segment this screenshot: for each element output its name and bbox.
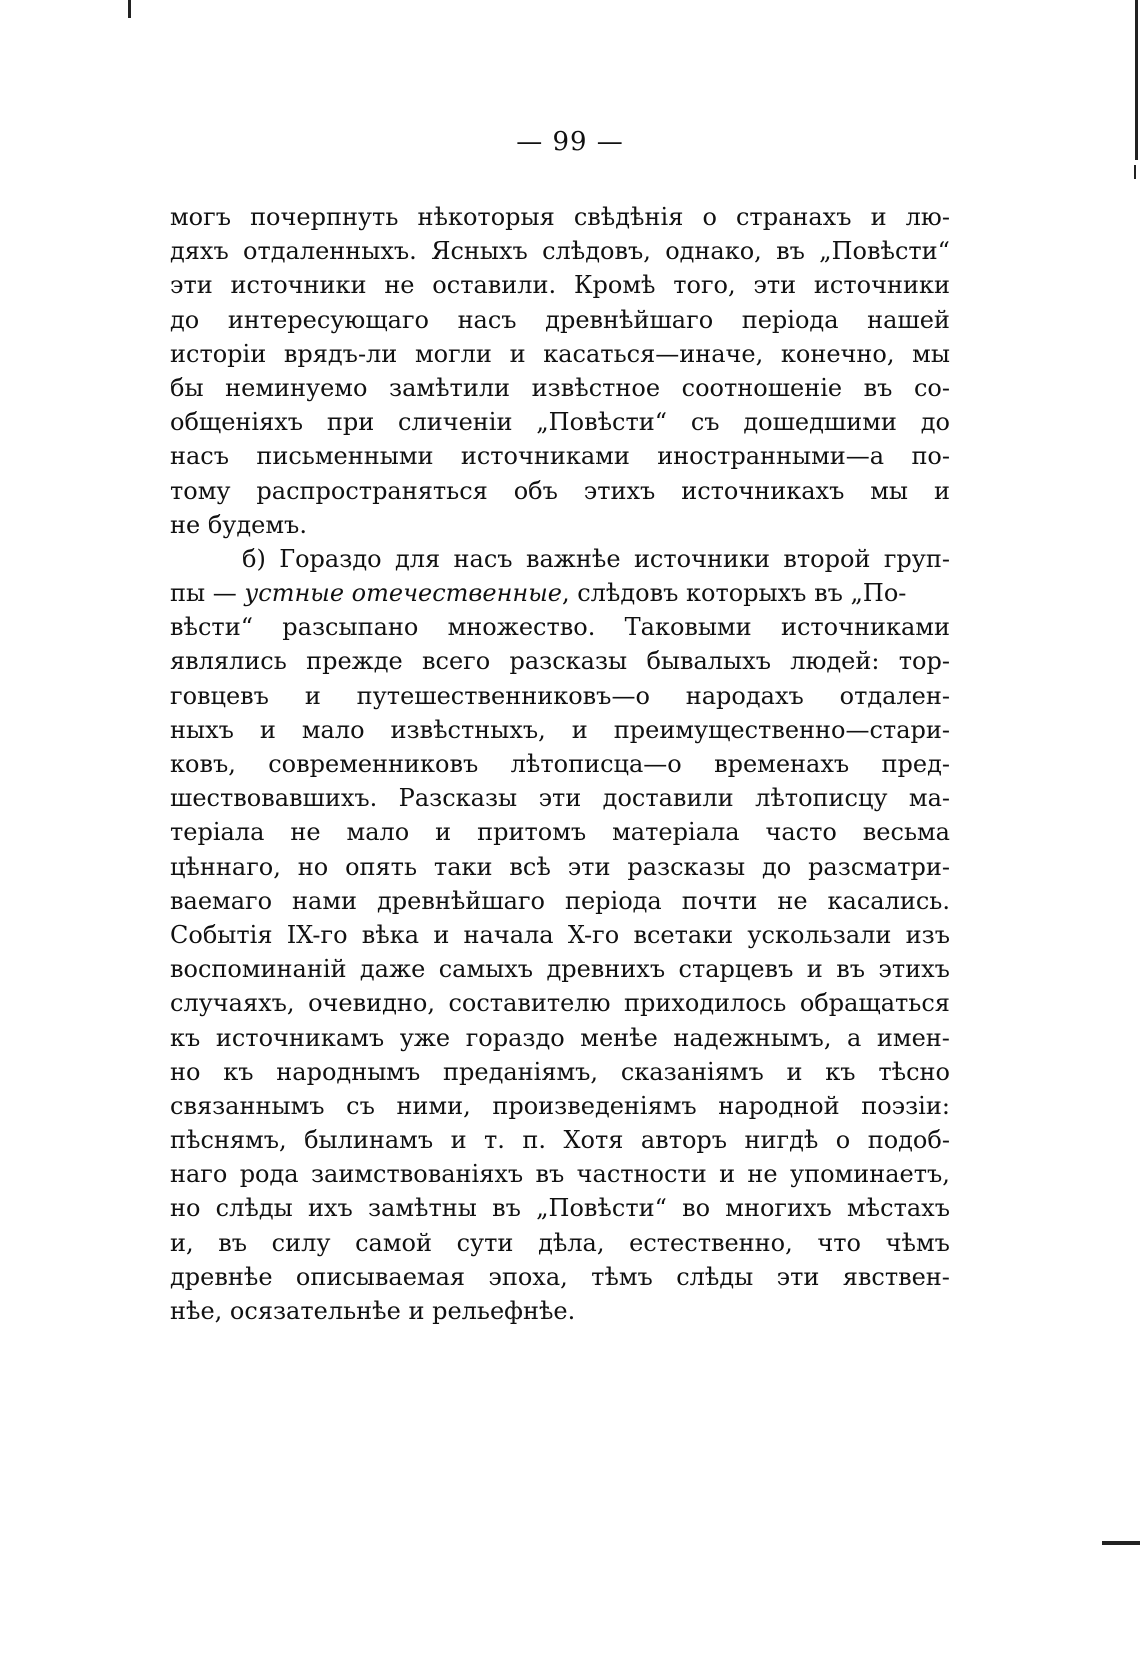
text-line: могъ почерпнуть нѣкоторыя свѣдѣнія о странахъ и лю- (170, 203, 950, 231)
page-edge-mark (1134, 165, 1136, 179)
text-line: пѣснямъ, былинамъ и т. п. Хотя авторъ нигдѣ о подоб- (170, 1126, 950, 1155)
text-line: исторіи врядъ-ли могли и касаться—иначе, конечно, мы (170, 339, 950, 368)
text-line: къ источникамъ уже гораздо менѣе надежнымъ, а имен- (170, 1023, 950, 1052)
text-line: бы неминуемо замѣтили извѣстное соотношеніе въ со- (170, 373, 950, 402)
text-line: цѣннаго, но опять таки всѣ эти разсказы до разсматри- (170, 852, 950, 881)
italic-phrase: устные отечественные (244, 579, 562, 608)
text-line: ваемаго нами древнѣйшаго періода почти не касались. (170, 886, 950, 915)
text-line: наго рода заимствованіяхъ въ частности и не упоминаетъ, (170, 1160, 950, 1189)
text-line: тому распространяться объ этихъ источникахъ мы и (170, 476, 950, 505)
text-line: дяхъ отдаленныхъ. Ясныхъ слѣдовъ, однако, въ „Повѣсти“ (170, 237, 950, 266)
line-italic-row: пы — устные отечественные, слѣдовъ которыхъ въ „По- (170, 579, 907, 608)
text-line: нѣе, осязательнѣе и рельефнѣе. (170, 1297, 576, 1325)
text-line: до интересующаго насъ древнѣйшаго періода нашей (170, 305, 950, 334)
body-text (170, 200, 950, 1328)
text-line: теріала не мало и притомъ матеріала часто весьма (170, 818, 950, 847)
text-line: древнѣе описываемая эпоха, тѣмъ слѣды эти явствен- (170, 1262, 950, 1291)
text-line: случаяхъ, очевидно, составителю приходилось обращаться (170, 989, 950, 1018)
text-line: связаннымъ съ ними, произведеніямъ народной поэзіи: (170, 1091, 950, 1120)
text-line: вѣсти“ разсыпано множество. Таковыми источниками (170, 613, 950, 642)
text-line: эти источники не оставили. Кромѣ того, эти источники (170, 271, 950, 300)
text-line: шествовавшихъ. Разсказы эти доставили лѣтописцу ма- (170, 784, 950, 813)
text-line: воспоминаній даже самыхъ древнихъ старцевъ и въ этихъ (170, 955, 950, 984)
text-line: общеніяхъ при сличеніи „Повѣсти“ съ дошедшими до (170, 408, 950, 437)
text-line: Событія IX-го вѣка и начала X-го всетаки ускользали изъ (170, 920, 950, 949)
text-line-with-italic (170, 576, 950, 610)
text-line: б) Гораздо для насъ важнѣе источники второй груп- (242, 544, 950, 573)
page-edge-dash (1102, 1541, 1140, 1545)
text-line: но къ народнымъ преданіямъ, сказаніямъ и къ тѣсно (170, 1057, 950, 1086)
page-number: — 99 — (516, 127, 624, 157)
text-line: не будемъ. (170, 510, 307, 539)
text-line: но слѣды ихъ замѣтны въ „Повѣсти“ во многихъ мѣстахъ (170, 1194, 950, 1223)
text-line: говцевъ и путешественниковъ—о народахъ отдален- (170, 681, 950, 710)
text-line: ныхъ и мало извѣстныхъ, и преимущественно—стари- (170, 715, 950, 744)
text-line: являлись прежде всего разсказы бывалыхъ людей: тор- (170, 647, 950, 676)
text-line: и, въ силу самой сути дѣла, естественно, что чѣмъ (170, 1228, 950, 1257)
text-line: насъ письменными источниками иностранными—а по- (170, 442, 950, 471)
page-top-mark (128, 0, 131, 18)
text-line: ковъ, современниковъ лѣтописца—о временахъ пред- (170, 750, 950, 778)
